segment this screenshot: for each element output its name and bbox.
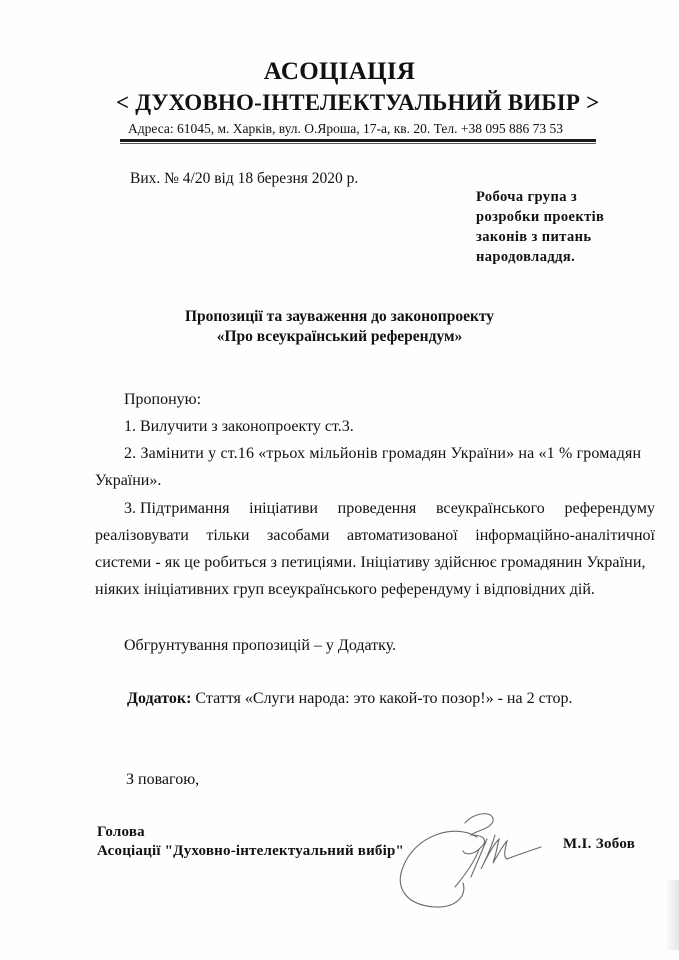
proposal-item-3-line-4: ніяких ініціативних груп всеукраїнського референдуму і відповідних дій.: [95, 581, 595, 598]
proposal-item-2-text: 2. Замінити у ст.16 «трьох мільйонів громадян України» на «1 % громадян: [124, 445, 642, 462]
signature-stroke-m1: [471, 839, 487, 877]
proposal-item-2-line-2: України».: [95, 472, 162, 489]
org-name: АСОЦІАЦІЯ: [263, 58, 416, 85]
proposal-item-1: 1. Вилучити з законопроекту ст.3.: [124, 418, 354, 435]
appendix-text: Стаття «Слуги народа: это какой-то позор!» - на 2 стор.: [191, 690, 573, 707]
recipient-line: народовладдя.: [476, 249, 576, 265]
org-subtitle: < ДУХОВНО-ІНТЕЛЕКТУАЛЬНИЙ ВИБІР >: [116, 90, 600, 115]
recipient-block: [476, 187, 604, 267]
signer-name: М.І. Зобов: [563, 836, 636, 852]
word: реалізовувати: [95, 527, 189, 544]
subject-heading: [0, 307, 679, 347]
position-organization: Асоціації "Духовно-інтелектуальний вибір": [97, 843, 405, 859]
proposal-item-2-line-1: [124, 445, 655, 463]
word: референдуму: [564, 500, 655, 517]
justification-note: Обгрунтування пропозицій – у Додатку.: [124, 637, 397, 654]
word: автоматизованої: [347, 527, 458, 544]
word: проведення: [337, 500, 417, 517]
word: 3. Підтримання: [124, 500, 230, 517]
closing-regards: З повагою,: [126, 771, 200, 788]
letterhead-rule-thick: [120, 139, 596, 142]
subject-line-1: Пропозиції та зауваження до законопроекту: [184, 308, 495, 325]
handwritten-signature: [395, 805, 545, 910]
outgoing-reference: Вих. № 4/20 від 18 березня 2020 р.: [130, 170, 359, 187]
appendix-note: [127, 690, 572, 708]
position-title: Голова: [97, 824, 145, 840]
recipient-line: розробки проектів: [476, 209, 605, 225]
word: всеукраїнського: [435, 500, 545, 517]
signatory-position: [97, 823, 404, 861]
body-intro: Пропоную:: [124, 391, 202, 408]
letterhead-rule-thin: [120, 143, 596, 144]
signature-loop: [400, 831, 477, 907]
scan-edge-shadow: [665, 880, 679, 950]
word: засобами: [267, 527, 330, 544]
proposal-item-3-line-1: [124, 500, 655, 518]
signature-tail: [507, 847, 541, 859]
recipient-line: законів з питань: [476, 229, 592, 245]
proposal-item-3-line-3: системи - як це робиться з петиціями. Ініціативу здійснює громадянин України,: [95, 554, 646, 571]
signature-stroke-long: [455, 849, 479, 887]
subject-line-2: «Про всеукраїнський референдум»: [216, 328, 463, 345]
proposal-item-3-line-2: [95, 527, 655, 545]
org-address: Адреса: 61045, м. Харків, вул. О.Яроша, 17-а, кв. 20. Тел. +38 095 886 73 53: [128, 121, 564, 136]
word: інформаційно-аналітичної: [475, 527, 655, 544]
appendix-label: Додаток:: [127, 690, 192, 707]
word: тільки: [206, 527, 250, 544]
signature-stroke-3: [463, 814, 493, 854]
word: ініціативи: [249, 500, 318, 517]
recipient-line: Робоча група з: [476, 189, 578, 205]
